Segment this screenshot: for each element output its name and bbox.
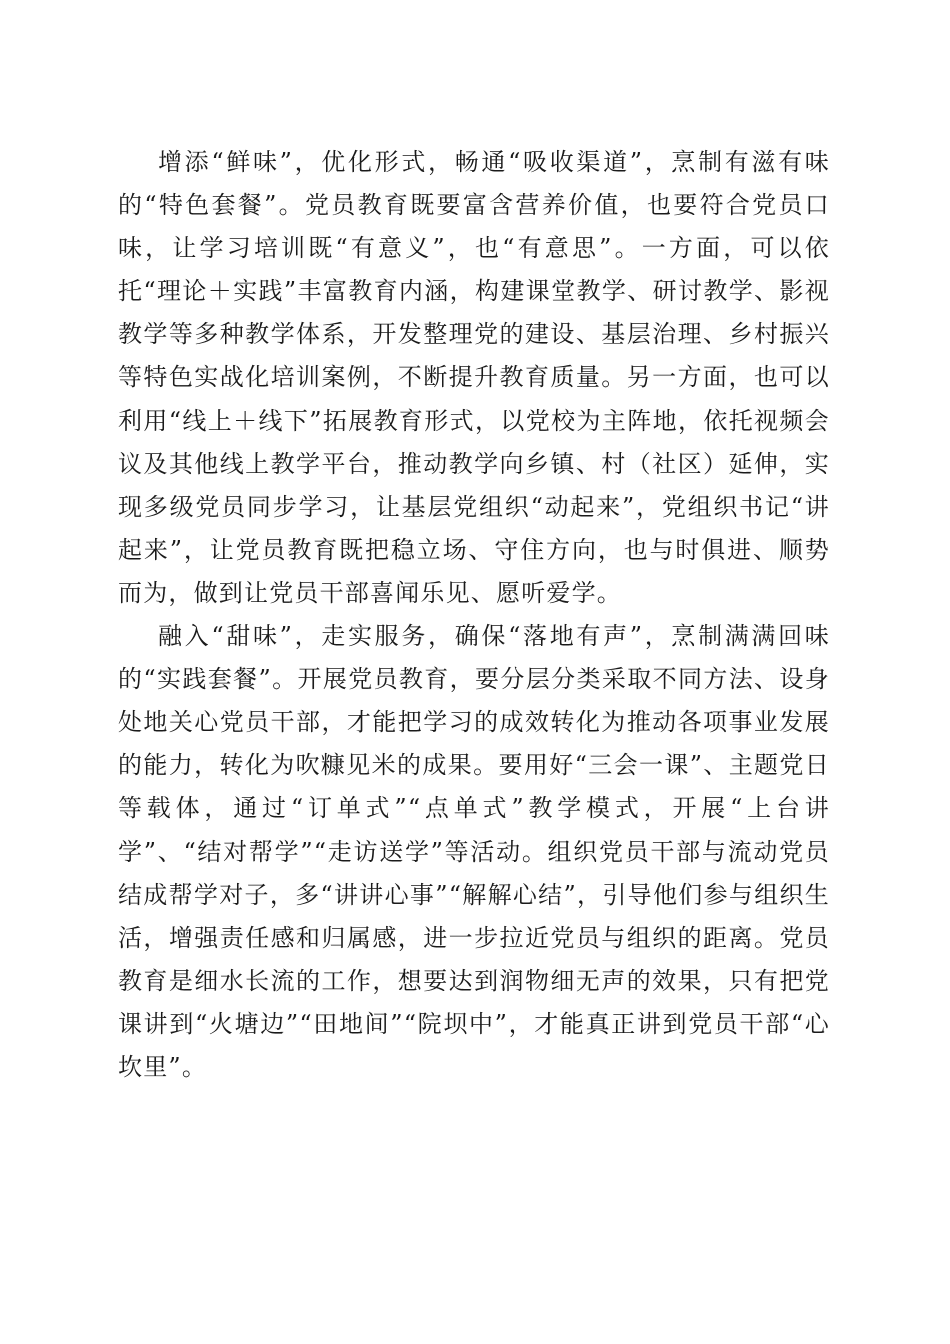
paragraph-sweet-flavor: 融入“甜味”，走实服务，确保“落地有声”，烹制满满回味的“实践套餐”。开展党员教育，要分层分类采取不同方法、设身处地关心党员干部，才能把学习的成效转化为推动各项事业发展的能力，转化为吹糠见米的成果。要用好“三会一课”、主题党日等载体，通过“订单式”“点单式”教学模式，开展“上台讲学”、“结对帮学”“走访送学”等活动。组织党员干部与流动党员结成帮学对子，多“讲讲心事”“解解心结”，引导他们参与组织生活，增强责任感和归属感，进一步拉近党员与组织的距离。党员教育是细水长流的工作，想要达到润物细无声的效果，只有把党课讲到“火塘边”“田地间”“院坝中”，才能真正讲到党员干部“心坎里”。	[118, 622, 830, 1081]
paragraph-fresh-flavor: 增添“鲜味”，优化形式，畅通“吸收渠道”，烹制有滋有味的“特色套餐”。党员教育既要富含营养价值，也要符合党员口味，让学习培训既“有意义”，也“有意思”。一方面，可以依托“理论＋实践”丰富教育内涵，构建课堂教学、研讨教学、影视教学等多种教学体系，开发整理党的建设、基层治理、乡村振兴等特色实战化培训案例，不断提升教育质量。另一方面，也可以利用“线上＋线下”拓展教育形式，以党校为主阵地，依托视频会议及其他线上教学平台，推动教学向乡镇、村（社区）延伸，实现多级党员同步学习，让基层党组织“动起来”，党组织书记“讲起来”，让党员教育既把稳立场、守住方向，也与时俱进、顺势而为，做到让党员干部喜闻乐见、愿听爱学。	[118, 148, 830, 607]
document-body	[118, 141, 830, 1089]
